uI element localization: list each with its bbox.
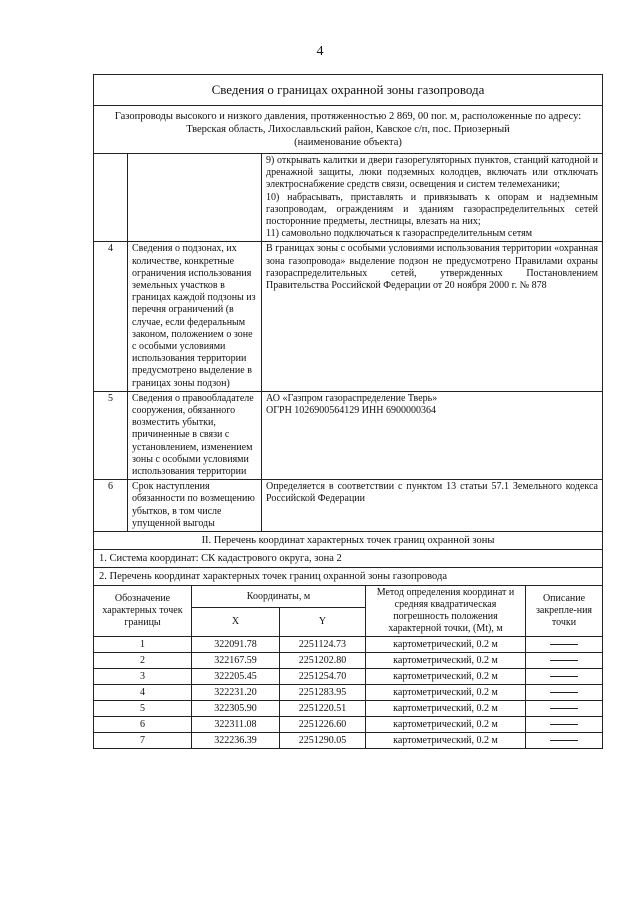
row-number: 5 — [94, 391, 128, 479]
object-description — [94, 106, 603, 154]
point-x: 322231.20 — [192, 685, 280, 701]
table-row — [94, 480, 603, 532]
table-row — [94, 669, 603, 685]
table-row — [94, 637, 603, 653]
zone-info-table — [93, 74, 603, 585]
header-y: Y — [280, 608, 366, 637]
owner-name: АО «Газпром газораспределение Тверь» — [266, 392, 438, 404]
table-row — [94, 685, 603, 701]
row-num-empty — [94, 154, 128, 242]
point-description — [526, 637, 603, 653]
restriction-11: 11) самовольно подключаться к газораспределительным сетям — [266, 228, 533, 240]
row-value: Определяется в соответствии с пунктом 13 статьи 57.1 Земельного кодекса Российской Федерации — [262, 480, 603, 532]
table-row — [94, 242, 603, 391]
dash-mark — [550, 692, 578, 693]
page-number: 4 — [316, 44, 324, 59]
table-row — [94, 391, 603, 479]
section-2-title: II. Перечень координат характерных точек границ охранной зоны — [94, 532, 603, 550]
point-description — [526, 669, 603, 685]
point-description — [526, 701, 603, 717]
coordinates-table — [93, 585, 603, 749]
point-y: 2251124.73 — [280, 637, 366, 653]
restrictions-continuation — [262, 154, 603, 242]
row-number: 4 — [94, 242, 128, 391]
point-description — [526, 685, 603, 701]
table-row — [94, 653, 603, 669]
row-label: Сведения о правообладателе сооружения, обязанного возместить убытки, причиненные в связи с установлением, изменением зоны с особыми условиями использования территории — [128, 391, 262, 479]
object-line-1: Газопроводы высокого и низкого давления, протяженностью 2 869, 00 пог. м, расположенные по адресу: — [114, 111, 582, 122]
point-description — [526, 733, 603, 749]
point-method: картометрический, 0.2 м — [366, 653, 526, 669]
point-x: 322305.90 — [192, 701, 280, 717]
point-number: 3 — [94, 669, 192, 685]
dash-mark — [550, 644, 578, 645]
table-row — [94, 717, 603, 733]
row-value: В границах зоны с особыми условиями использования территории «охранная зона газопровода» выделение подзон не предусмотрено Правилами охраны газораспределительных сетей, утвержденных Постановлением Правительства Российской Федерации от 20 ноября 2000 г. № 878 — [262, 242, 603, 391]
point-x: 322311.08 — [192, 717, 280, 733]
table-row — [94, 154, 603, 242]
point-y: 2251283.95 — [280, 685, 366, 701]
point-method: картометрический, 0.2 м — [366, 717, 526, 733]
row-label-empty — [128, 154, 262, 242]
point-x: 322091.78 — [192, 637, 280, 653]
point-y: 2251290.05 — [280, 733, 366, 749]
point-number: 4 — [94, 685, 192, 701]
restriction-9: 9) открывать калитки и двери газорегуляторных пунктов, станций катодной и дренажной защиты, люки подземных колодцев, включать или отключать электроснабжение средств связи, освещения и систем телемеханики; — [266, 155, 598, 191]
row-label: Сведения о подзонах, их количестве, конкретные ограничения использования земельных участков в границах каждой подзоны из перечня ограничений (в случае, если федеральным законом, положением о зоне с особыми условиями использования территории предусмотрено выделение в границах зоны подзон) — [128, 242, 262, 391]
document-body — [93, 74, 603, 749]
dash-mark — [550, 724, 578, 725]
header-method: Метод определения координат и средняя квадратическая погрешность положения характерной точки, (Mt), м — [366, 586, 526, 637]
row-value — [262, 391, 603, 479]
header-x: X — [192, 608, 280, 637]
point-method: картометрический, 0.2 м — [366, 701, 526, 717]
point-y: 2251220.51 — [280, 701, 366, 717]
owner-ids: ОГРН 1026900564129 ИНН 6900000364 — [266, 405, 436, 417]
point-x: 322236.39 — [192, 733, 280, 749]
point-number: 6 — [94, 717, 192, 733]
point-method: картометрический, 0.2 м — [366, 669, 526, 685]
row-number: 6 — [94, 480, 128, 532]
point-method: картометрический, 0.2 м — [366, 685, 526, 701]
header-description: Описание закрепле-ния точки — [526, 586, 603, 637]
object-line-2: Тверская область, Лихославльский район, Кавское с/п, пос. Приозерный — [186, 124, 510, 135]
object-line-3: (наименование объекта) — [294, 137, 402, 148]
restriction-10: 10) набрасывать, приставлять и привязывать к опорам и надземным газопроводам, ограждениям и зданиям газораспределительных сетей посторонние предметы, лестницы, влезать на них; — [266, 191, 598, 228]
header-coordinates: Координаты, м — [192, 586, 366, 608]
coordinates-list-title: 2. Перечень координат характерных точек границ охранной зоны газопровода — [94, 568, 603, 586]
point-y: 2251226.60 — [280, 717, 366, 733]
point-number: 7 — [94, 733, 192, 749]
point-description — [526, 653, 603, 669]
point-description — [526, 717, 603, 733]
table-row — [94, 701, 603, 717]
point-x: 322205.45 — [192, 669, 280, 685]
dash-mark — [550, 676, 578, 677]
row-label: Срок наступления обязанности по возмещению убытков, в том числе упущенной выгоды — [128, 480, 262, 532]
point-method: картометрический, 0.2 м — [366, 637, 526, 653]
dash-mark — [550, 708, 578, 709]
point-number: 2 — [94, 653, 192, 669]
point-y: 2251254.70 — [280, 669, 366, 685]
dash-mark — [550, 740, 578, 741]
point-x: 322167.59 — [192, 653, 280, 669]
coordinate-system: 1. Система координат: СК кадастрового округа, зона 2 — [94, 550, 603, 568]
document-title: Сведения о границах охранной зоны газопровода — [94, 75, 603, 106]
point-number: 5 — [94, 701, 192, 717]
dash-mark — [550, 660, 578, 661]
point-method: картометрический, 0.2 м — [366, 733, 526, 749]
point-y: 2251202.80 — [280, 653, 366, 669]
point-number: 1 — [94, 637, 192, 653]
table-row — [94, 733, 603, 749]
header-designation: Обозначение характерных точек границы — [94, 586, 192, 637]
